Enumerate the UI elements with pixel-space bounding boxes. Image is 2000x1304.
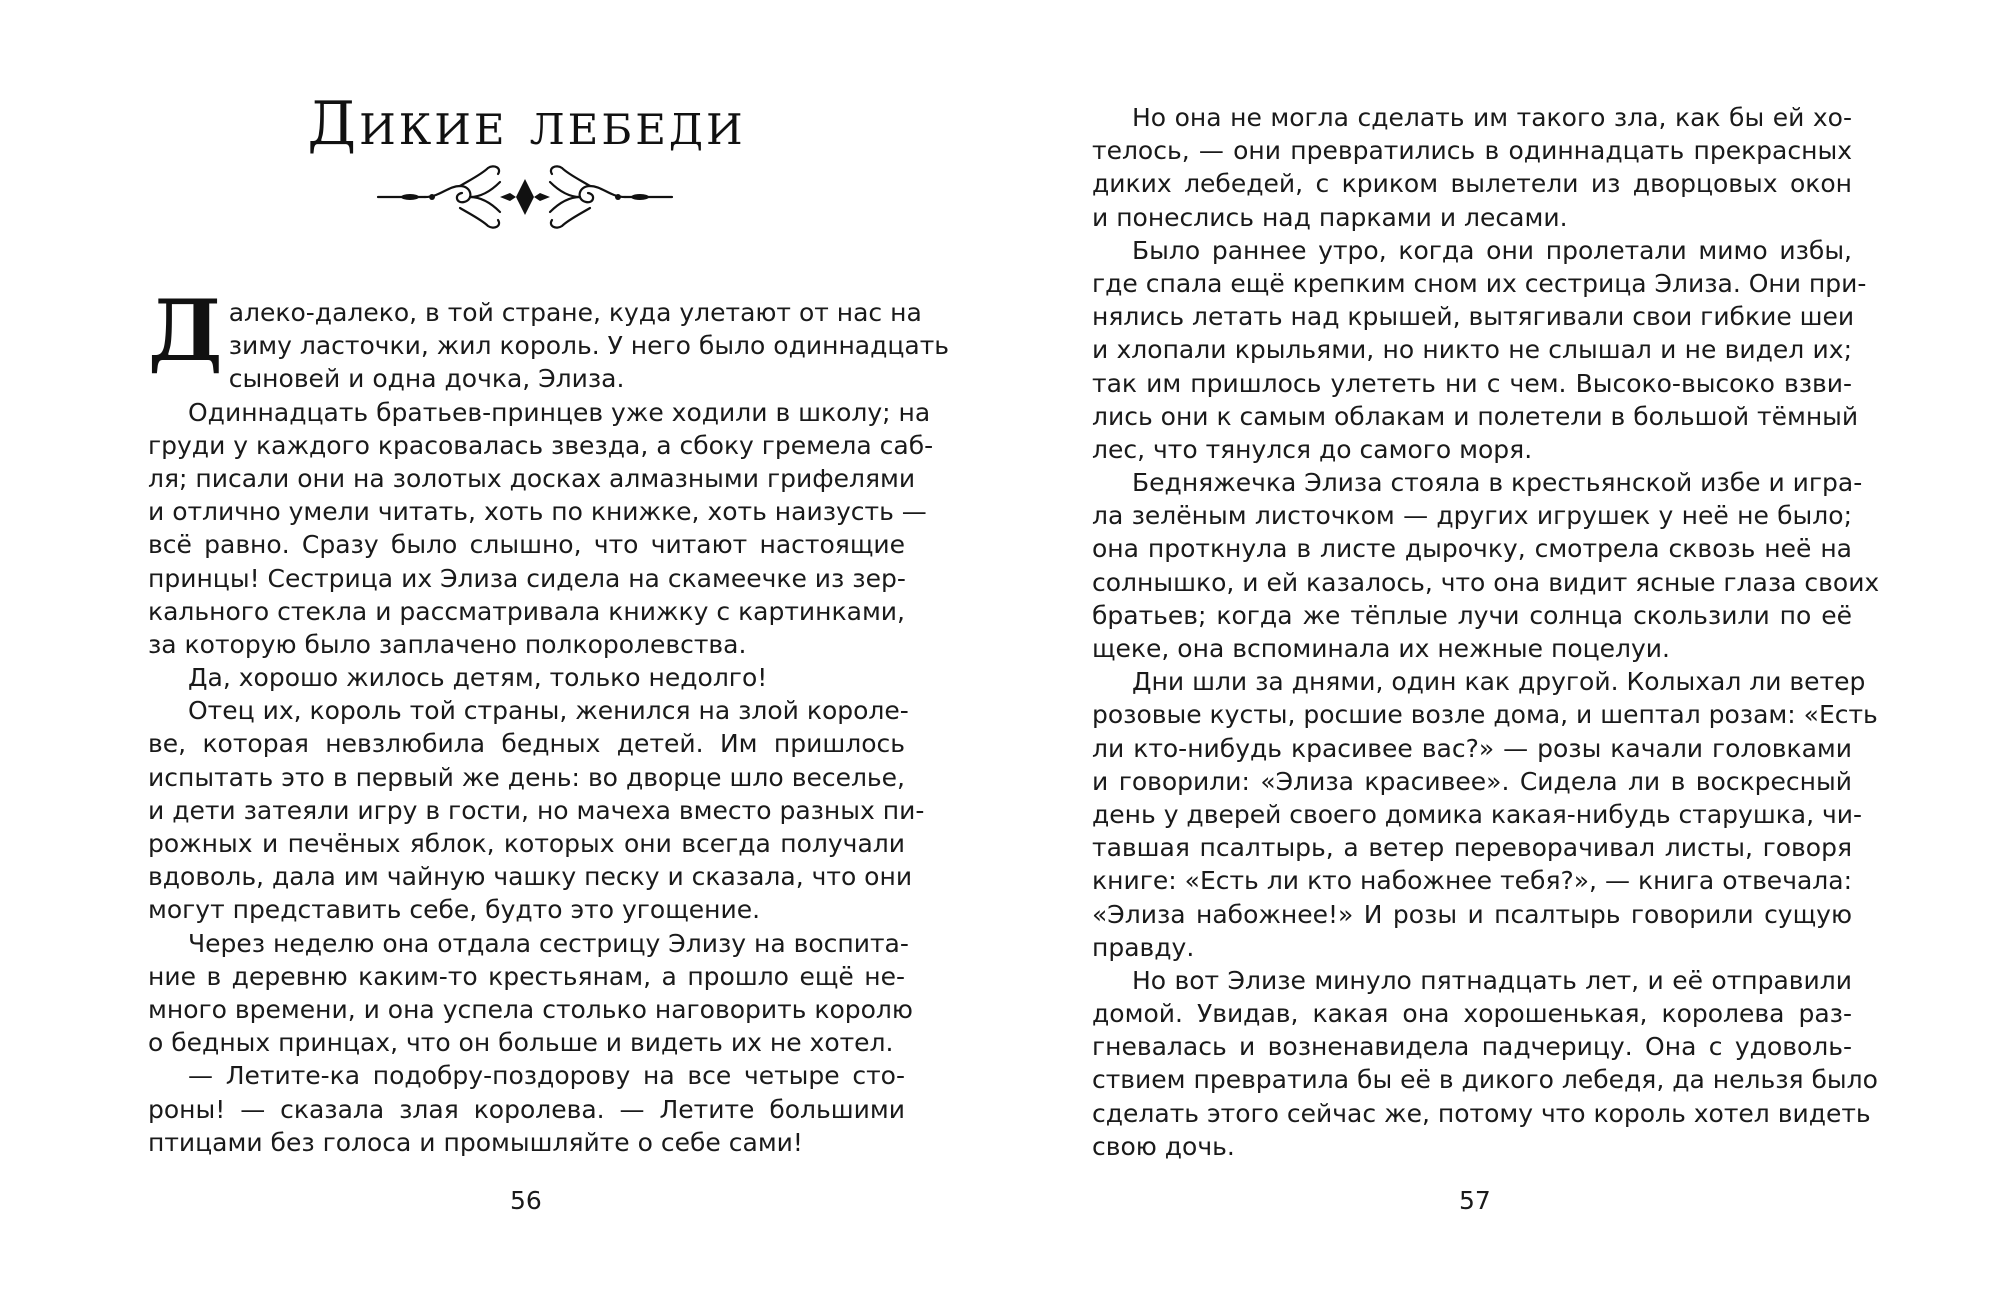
text-line: Да, хорошо жилось детям, только недолго! xyxy=(188,663,768,693)
left-text-column xyxy=(148,281,950,1159)
text-line: — Летите-ка подобру-поздорову на все четыре сто- xyxy=(188,1061,905,1091)
text-line: ла зелёным листочком — других игрушек у неё не было; xyxy=(1092,501,1852,531)
title-ornament-icon xyxy=(370,162,680,232)
text-line: всё равно. Сразу было слышно, что читают настоящие xyxy=(148,530,905,560)
text-line: так им пришлось улететь ни с чем. Высоко-высоко взви- xyxy=(1092,368,1852,398)
page-number-right: 57 xyxy=(1459,1186,1491,1215)
text-line: за которую было заплачено полкоролевства. xyxy=(148,629,747,659)
text-line: ствием превратила бы её в дикого лебедя, да нельзя было xyxy=(1092,1065,1878,1095)
text-line: и отлично умели читать, хоть по книжке, хоть наизусть — xyxy=(148,497,927,527)
text-line: и дети затеяли игру в гости, но мачеха вместо разных пи- xyxy=(148,795,925,825)
page-number-left: 56 xyxy=(510,1186,542,1215)
text-line: книге: «Есть ли кто набожнее тебя?», — книга отвечала: xyxy=(1092,866,1852,896)
text-line: о бедных принцах, что он больше и видеть их не хотел. xyxy=(148,1028,894,1058)
chapter-title: Дикие лебеди xyxy=(307,89,746,159)
text-line: нялись летать над крышей, вытягивали свои гибкие шеи xyxy=(1092,302,1855,332)
text-line: рожных и печёных яблок, которых они всегда получали xyxy=(148,829,905,858)
text-line: и говорили: «Элиза красивее». Сидела ли в воскресный xyxy=(1092,766,1852,796)
text-line: зиму ласточки, жил король. У него было одиннадцать xyxy=(228,331,950,361)
text-line: ве, которая невзлюбила бедных детей. Им пришлось xyxy=(148,729,905,759)
text-line: кального стекла и рассматривала книжку с картинками, xyxy=(148,596,905,626)
text-line: розовые кусты, росшие возле дома, и шептал розам: «Есть xyxy=(1092,700,1878,730)
text-line: вдоволь, дала им чайную чашку песку и сказала, что они xyxy=(148,862,913,892)
text-line: роны! — сказала злая королева. — Летите большими xyxy=(148,1094,905,1124)
text-line: испытать это в первый же день: во дворце шло веселье, xyxy=(148,762,905,792)
text-line: Через неделю она отдала сестрицу Элизу на воспита- xyxy=(188,928,909,958)
text-line: лес, что тянулся до самого моря. xyxy=(1092,434,1533,464)
text-line: могут представить себе, будто это угощение. xyxy=(148,895,761,925)
text-line: Отец их, король той страны, женился на злой короле- xyxy=(188,696,909,726)
text-line: Одиннадцать братьев-принцев уже ходили в школу; на xyxy=(188,397,931,427)
text-line: правду. xyxy=(1092,932,1195,962)
text-line: ля; писали они на золотых досках алмазными грифелями xyxy=(148,463,916,493)
text-line: много времени, и она успела столько наговорить королю xyxy=(148,994,913,1024)
right-text-column xyxy=(1092,101,1880,1163)
text-line: тавшая псалтырь, а ветер переворачивал листы, говоря xyxy=(1092,833,1852,863)
text-line: и понеслись над парками и лесами. xyxy=(1092,202,1568,232)
right-page xyxy=(1000,0,2000,1304)
text-line: принцы! Сестрица их Элиза сидела на скамеечке из зер- xyxy=(148,563,906,593)
text-line: братьев; когда же тёплые лучи солнца скользили по её xyxy=(1092,600,1852,630)
text-line: Но вот Элизе минуло пятнадцать лет, и её отправили xyxy=(1132,965,1852,995)
text-line: груди у каждого красовалась звезда, а сбоку гремела саб- xyxy=(148,430,934,460)
text-line: птицами без голоса и промышляйте о себе сами! xyxy=(148,1127,803,1157)
text-line: гневалась и возненавидела падчерицу. Она с удоволь- xyxy=(1092,1032,1852,1062)
drop-cap: Д xyxy=(148,281,223,380)
text-line: лись они к самым облакам и полетели в большой тёмный xyxy=(1092,401,1859,431)
text-line: диких лебедей, с криком вылетели из дворцовых окон xyxy=(1092,169,1852,199)
text-line: солнышко, и ей казалось, что она видит ясные глаза своих xyxy=(1092,567,1880,597)
text-line: и хлопали крыльями, но никто не слышал и не видел их; xyxy=(1092,335,1852,365)
text-line: Было раннее утро, когда они пролетали мимо избы, xyxy=(1132,235,1852,265)
text-line: где спала ещё крепким сном их сестрица Элиза. Они при- xyxy=(1092,268,1867,298)
text-line: ние в деревню каким-то крестьянам, а прошло ещё не- xyxy=(148,961,905,991)
text-line: домой. Увидав, какая она хорошенькая, королева раз- xyxy=(1092,999,1852,1029)
text-line: ли кто-нибудь красивее вас?» — розы качали головками xyxy=(1092,733,1852,763)
text-line: Бедняжечка Элиза стояла в крестьянской избе и игра- xyxy=(1132,468,1863,498)
text-line: алеко-далеко, в той стране, куда улетают от нас на xyxy=(228,298,922,327)
text-line: сделать этого сейчас же, потому что король хотел видеть xyxy=(1092,1098,1871,1128)
text-line: «Элиза набожнее!» И розы и псалтырь говорили сущую xyxy=(1092,899,1852,929)
text-line: она проткнула в листе дырочку, смотрела сквозь неё на xyxy=(1092,534,1852,564)
text-line: день у дверей своего домика какая-нибудь старушка, чи- xyxy=(1092,799,1863,829)
text-line: сыновей и одна дочка, Элиза. xyxy=(228,364,625,394)
text-line: свою дочь. xyxy=(1092,1131,1235,1161)
text-line: телось, — они превратились в одиннадцать прекрасных xyxy=(1092,136,1852,166)
text-line: Дни шли за днями, один как другой. Колыхал ли ветер xyxy=(1132,667,1866,697)
text-line: щеке, она вспоминала их нежные поцелуи. xyxy=(1092,634,1671,663)
text-line: Но она не могла сделать им такого зла, как бы ей хо- xyxy=(1132,103,1852,132)
